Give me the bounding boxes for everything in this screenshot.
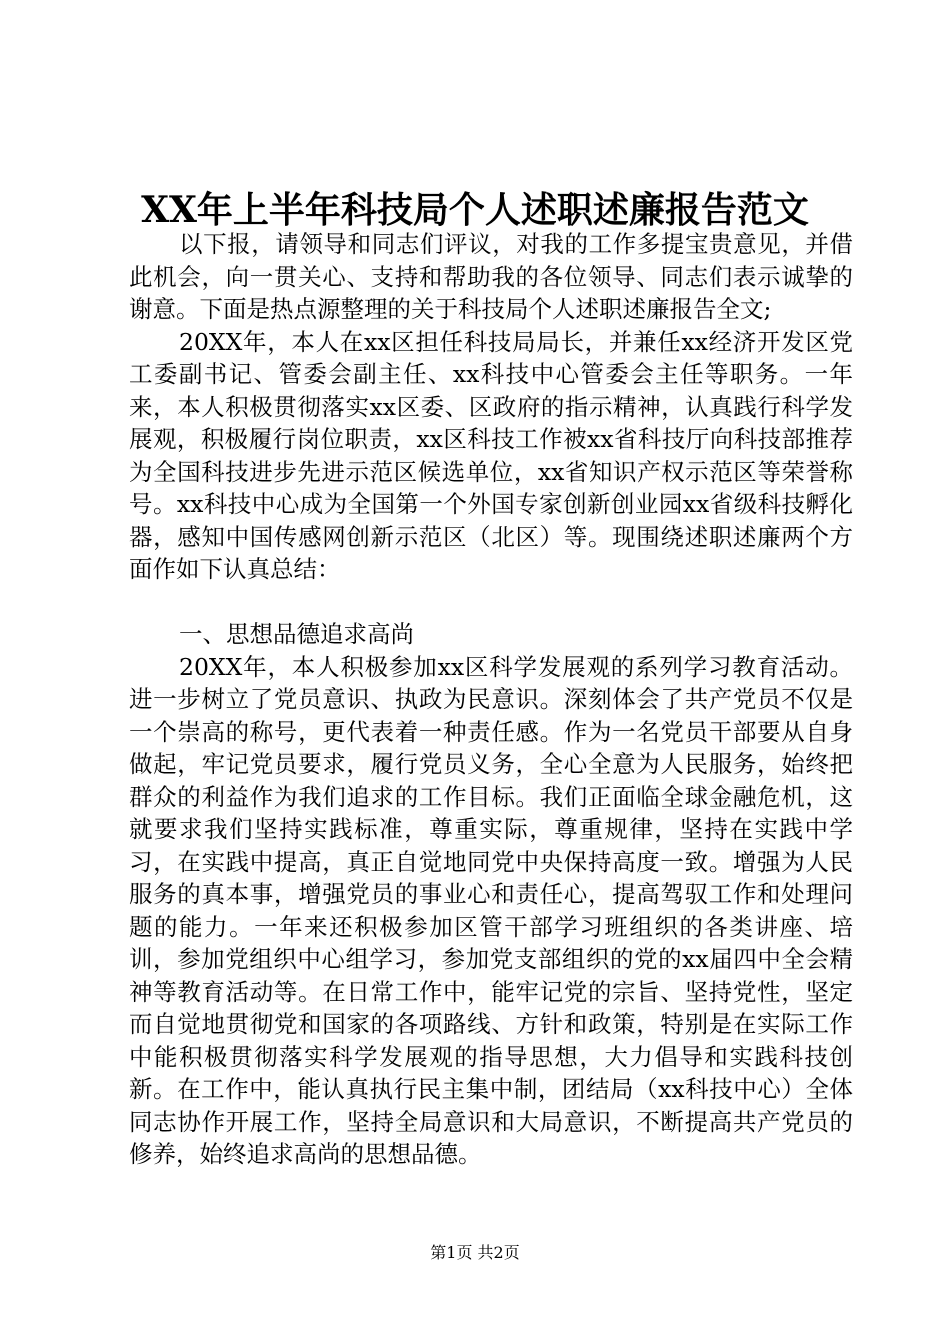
section-heading: 一、思想品德追求高尚 (179, 620, 414, 648)
section-paragraph: 20XX年，本人积极参加xx区科学发展观的系列学习教育活动。进一步树立了党员意识、执政为民意识。深刻体会了共产党员不仅是一个崇高的称号，更代表着一种责任感。作为一名党员干部要从自身做起，牢记党员要求，履行党员义务，全心全意为人民服务，始终把群众的利益作为我们追求的工作目标。我们正面临全球金融危机，这就要求我们坚持实践标准，尊重实际，尊重规律，坚持在实践中学习，在实践中提高，真正自觉地同党中央保持高度一致。增强为人民服务的真本事，增强党员的事业心和责任心，提高驾驭工作和处理问题的能力。一年来还积极参加区管干部学习班组织的各类讲座、培训，参加党组织中心组学习，参加党支部组织的党的xx届四中全会精神等教育活动等。在日常工作中，能牢记党的宗旨、坚持党性，坚定而自觉地贯彻党和国家的各项路线、方针和政策，特别是在实际工作中能积极贯彻落实科学发展观的指导思想，大力倡导和实践科技创新。在工作中，能认真执行民主集中制，团结局（xx科技中心）全体同志协作开展工作，坚持全局意识和大局意识，不断提高共产党员的修养，始终追求高尚的思想品德。 (129, 652, 853, 1168)
summary-paragraph: 20XX年，本人在xx区担任科技局局长，并兼任xx经济开发区党工委副书记、管委会副主任、xx科技中心管委会主任等职务。一年来，本人积极贯彻落实xx区委、区政府的指示精神，认真践行科学发展观，积极履行岗位职责，xx区科技工作被xx省科技厅向科技部推荐为全国科技进步先进示范区候选单位，xx省知识产权示范区等荣誉称号。xx科技中心成为全国第一个外国专家创新创业园xx省级科技孵化器，感知中国传感网创新示范区（北区）等。现围绕述职述廉两个方面作如下认真总结： (129, 327, 853, 583)
page-number-footer: 第1页 共2页 (430, 1243, 520, 1262)
intro-paragraph: 以下报，请领导和同志们评议，对我的工作多提宝贵意见，并借此机会，向一贯关心、支持和帮助我的各位领导、同志们表示诚挚的谢意。下面是热点源整理的关于科技局个人述职述廉报告全文; (129, 230, 853, 323)
document-title: XX年上半年科技局个人述职述廉报告范文 (141, 189, 809, 231)
document-body (129, 228, 853, 1171)
